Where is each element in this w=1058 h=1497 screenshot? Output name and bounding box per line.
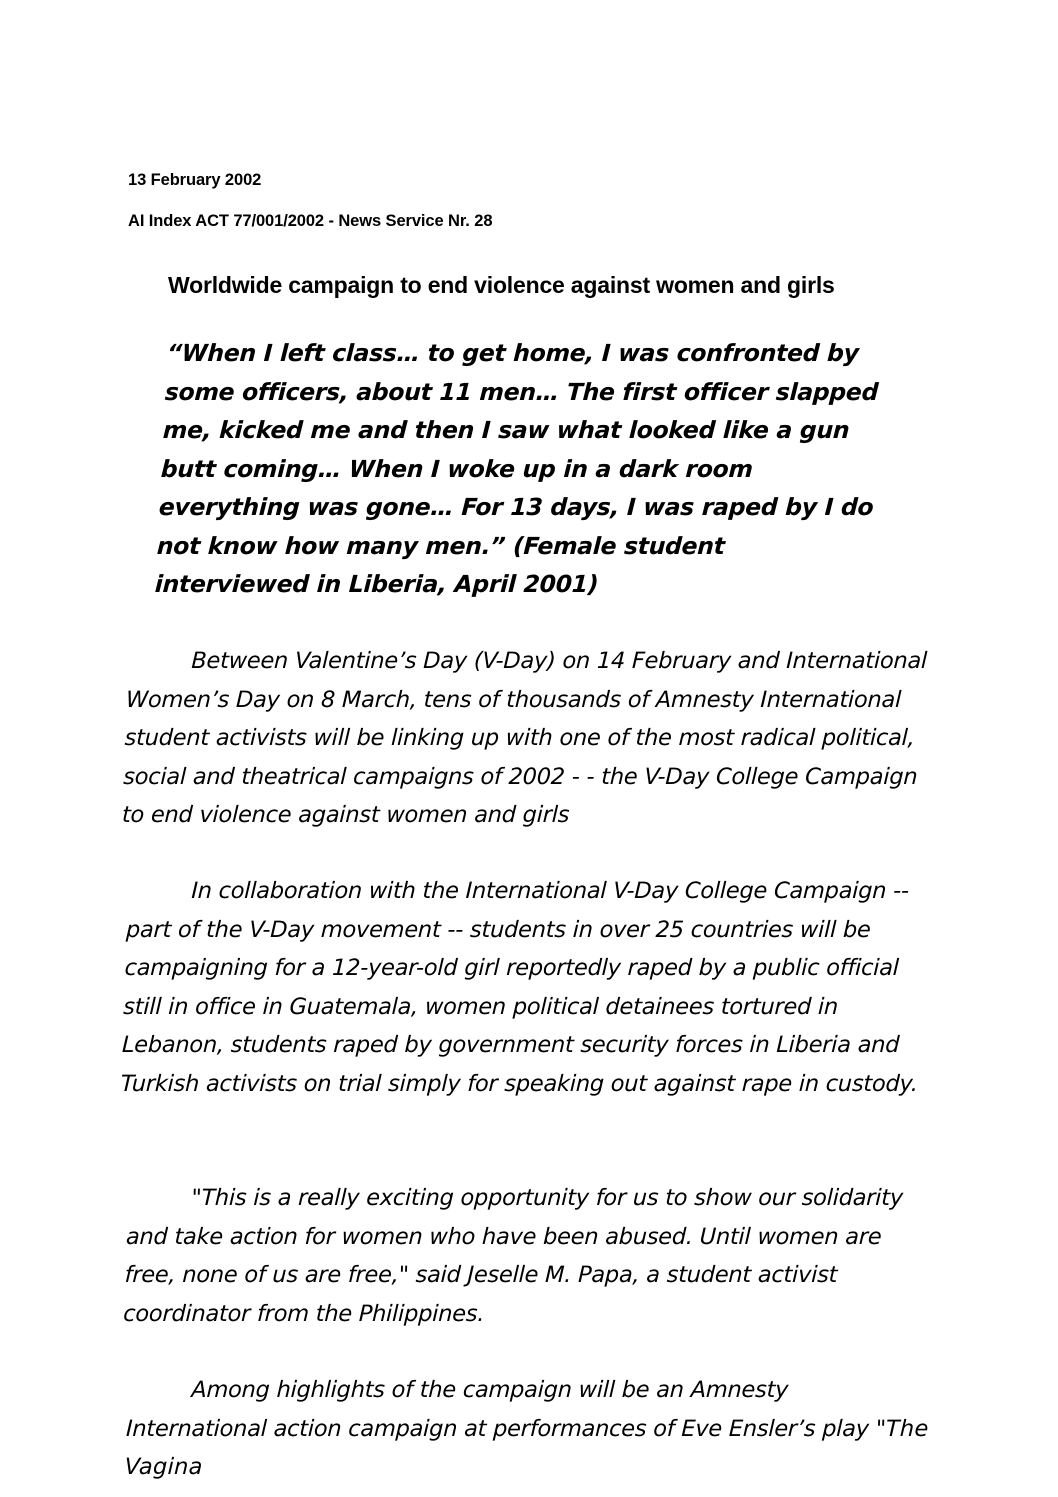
paragraph-highlights — [124, 1371, 933, 1487]
page-title: Worldwide campaign to end violence against women and girls — [168, 272, 835, 298]
document-body — [120, 171, 933, 1497]
paragraph-collaboration: In collaboration with the International V-Day College Campaign -- part of the V-Day movement -- students in over 25 countries will be campaigning for a 12-year-old girl reportedly raped by a public official still in office in Guatemala, women political detainees tortured in Lebanon, students raped by government security forces in Liberia and Turkish activists on trial simply for speaking out against rape in custody. — [120, 878, 919, 1097]
document-index-line: AI Index ACT 77/001/2002 - News Service Nr. 28 — [128, 211, 493, 230]
pull-quote: “When I left class… to get home, I was confronted by some officers, about 11 men… The first officer slapped me, kicked me and then I saw what looked like a gun butt coming… When I woke up in a dark room everything was gone… For 13 days, I was raped by I do not know how many men.” (Female student interviewed in Liberia, April 2001) — [154, 339, 879, 599]
play-title: The Vagina — [124, 1415, 930, 1481]
document-date: 13 February 2002 — [128, 171, 262, 189]
highlights-lead-text: Among highlights of the campaign will be an Amnesty International action campaign at performances of Eve Ensler’s play " — [125, 1377, 887, 1442]
paragraph-campaign-dates: Between Valentine’s Day (V-Day) on 14 February and International Women’s Day on 8 March, tens of thousands of Amnesty International student activists will be linking up with one of the most radical political, social and theatrical campaigns of 2002 - - the V-Day College Campaign to end violence against women and girls — [121, 647, 928, 828]
paragraph-activist-quote: "This is a really exciting opportunity for us to show our solidarity and take action for women who have been abused. Until women are free, none of us are free," said Jeselle M. Papa, a student activist coordinator from the Philippines. — [122, 1185, 904, 1327]
